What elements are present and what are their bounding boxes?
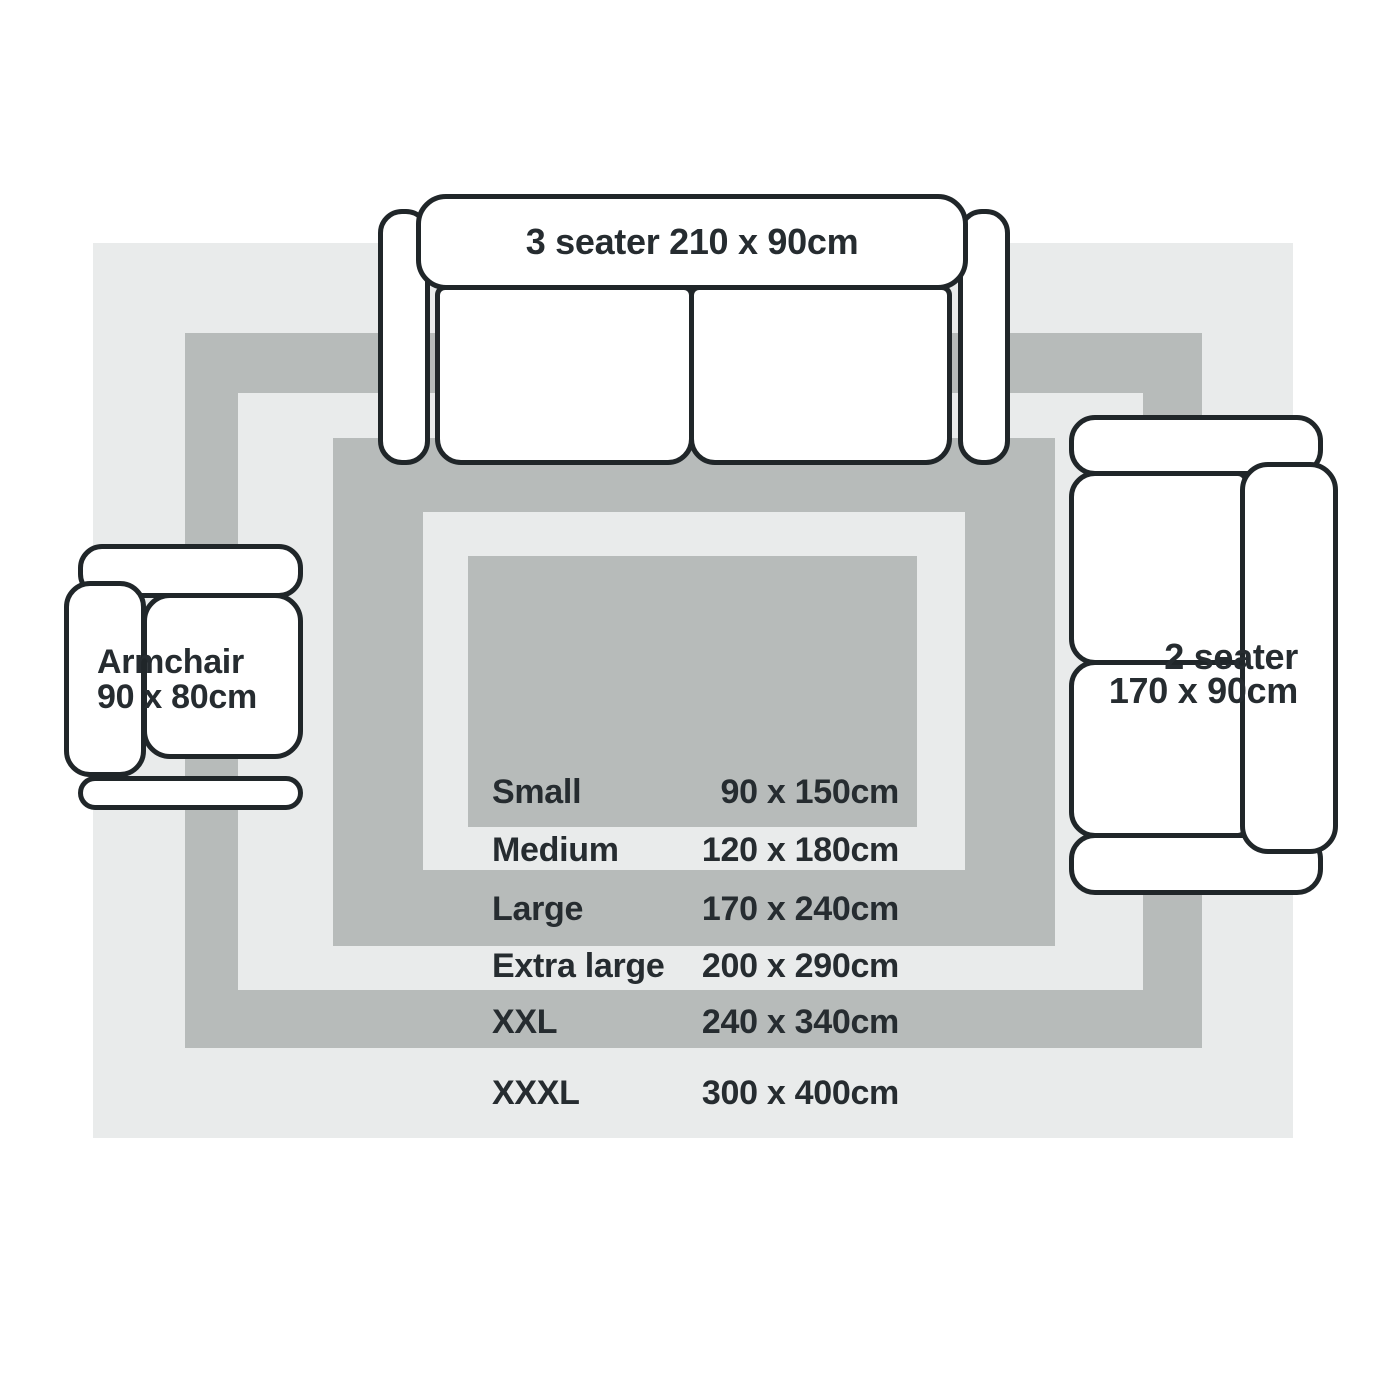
size-value: 300 x 400cm bbox=[701, 1073, 899, 1112]
size-value: 240 x 340cm bbox=[701, 1002, 899, 1041]
armchair-label bbox=[97, 645, 257, 715]
sofa3-seat-cushion-right bbox=[689, 285, 952, 465]
size-row-small bbox=[492, 772, 899, 812]
size-value: 90 x 150cm bbox=[720, 772, 899, 811]
armchair-bottom-arm bbox=[78, 776, 303, 810]
size-value: 170 x 240cm bbox=[701, 889, 899, 928]
sofa2-label-size: 170 x 90cm bbox=[1108, 670, 1298, 711]
size-label: Medium bbox=[492, 830, 619, 869]
size-label: Extra large bbox=[492, 946, 665, 985]
sofa3-seat-cushion-left bbox=[435, 285, 694, 465]
size-label: XXXL bbox=[492, 1073, 580, 1112]
armchair-label-size: 90 x 80cm bbox=[97, 678, 257, 716]
sofa2-label-name: 2 seater bbox=[1164, 636, 1298, 677]
size-value: 200 x 290cm bbox=[701, 946, 899, 985]
size-row-medium bbox=[492, 830, 899, 870]
size-label: Large bbox=[492, 889, 584, 928]
size-row-large bbox=[492, 889, 899, 929]
size-label: Small bbox=[492, 772, 582, 811]
size-label: XXL bbox=[492, 1002, 558, 1041]
armchair-label-name: Armchair bbox=[97, 643, 244, 681]
size-row-xxxl bbox=[492, 1073, 899, 1113]
size-value: 120 x 180cm bbox=[701, 830, 899, 869]
size-row-extra-large bbox=[492, 946, 899, 986]
sofa2-label bbox=[1108, 636, 1298, 711]
size-row-xxl bbox=[492, 1002, 899, 1042]
sofa3-label: 3 seater 210 x 90cm bbox=[525, 221, 859, 262]
